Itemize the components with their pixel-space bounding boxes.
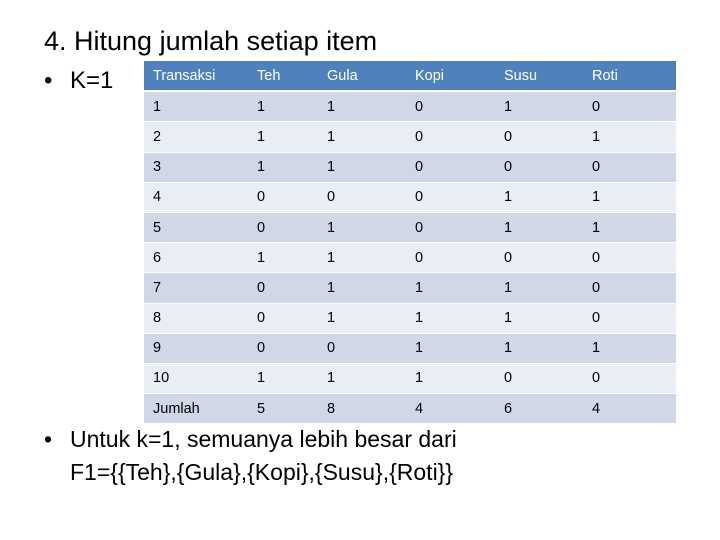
table-cell: 1 bbox=[318, 273, 406, 303]
table-cell: 0 bbox=[406, 243, 495, 273]
table-cell: 1 bbox=[318, 152, 406, 182]
table-cell: 0 bbox=[495, 363, 583, 393]
column-header: Teh bbox=[248, 61, 318, 91]
table-header-row bbox=[144, 61, 676, 91]
table-cell: 7 bbox=[144, 273, 248, 303]
slide-title: 4. Hitung jumlah setiap item bbox=[44, 26, 378, 56]
table-cell: 1 bbox=[583, 212, 676, 242]
table-cell: 0 bbox=[583, 363, 676, 393]
transaction-table bbox=[144, 61, 676, 423]
table-cell: 1 bbox=[495, 303, 583, 333]
table-total-row bbox=[144, 394, 676, 424]
table-cell: 0 bbox=[583, 152, 676, 182]
table-cell: 2 bbox=[144, 122, 248, 152]
table-cell: 0 bbox=[495, 243, 583, 273]
table-cell: 8 bbox=[318, 394, 406, 424]
table-cell: 0 bbox=[583, 273, 676, 303]
table-cell: 0 bbox=[583, 243, 676, 273]
table-cell: 5 bbox=[248, 394, 318, 424]
table-cell: 1 bbox=[495, 212, 583, 242]
table-cell: 6 bbox=[144, 243, 248, 273]
conclusion-line-1: Untuk k=1, semuanya lebih besar dari bbox=[70, 426, 457, 452]
table-cell: 0 bbox=[248, 212, 318, 242]
bullet-k-text: K=1 bbox=[70, 67, 114, 94]
table-cell: Jumlah bbox=[144, 394, 248, 424]
table-cell: 0 bbox=[406, 91, 495, 122]
table-cell: 0 bbox=[495, 122, 583, 152]
table-row bbox=[144, 243, 676, 273]
table-cell: 4 bbox=[406, 394, 495, 424]
table-row bbox=[144, 182, 676, 212]
bullet-k-value bbox=[44, 66, 113, 96]
table-cell: 9 bbox=[144, 333, 248, 363]
table-cell: 0 bbox=[248, 182, 318, 212]
table-cell: 1 bbox=[248, 152, 318, 182]
table-cell: 1 bbox=[406, 363, 495, 393]
table-cell: 4 bbox=[144, 182, 248, 212]
table-cell: 0 bbox=[406, 152, 495, 182]
table-cell: 1 bbox=[318, 91, 406, 122]
table-cell: 1 bbox=[318, 303, 406, 333]
table-row bbox=[144, 91, 676, 122]
table-cell: 0 bbox=[406, 212, 495, 242]
table-cell: 1 bbox=[248, 91, 318, 122]
table-row bbox=[144, 363, 676, 393]
table-cell: 1 bbox=[495, 333, 583, 363]
table-cell: 1 bbox=[583, 182, 676, 212]
table-cell: 1 bbox=[495, 273, 583, 303]
bullet-dot: • bbox=[44, 426, 53, 452]
table-cell: 0 bbox=[583, 303, 676, 333]
table-row bbox=[144, 122, 676, 152]
table-cell: 4 bbox=[583, 394, 676, 424]
table-cell: 1 bbox=[248, 363, 318, 393]
table-cell: 8 bbox=[144, 303, 248, 333]
table-cell: 1 bbox=[583, 122, 676, 152]
table-cell: 1 bbox=[248, 243, 318, 273]
table-cell: 1 bbox=[406, 303, 495, 333]
table-cell: 0 bbox=[318, 182, 406, 212]
conclusion-line-2: F1={{Teh},{Gula},{Kopi},{Susu},{Roti}} bbox=[70, 459, 454, 485]
table-cell: 0 bbox=[318, 333, 406, 363]
table-cell: 1 bbox=[406, 273, 495, 303]
column-header: Roti bbox=[583, 61, 676, 91]
table-row bbox=[144, 273, 676, 303]
table-cell: 3 bbox=[144, 152, 248, 182]
table-cell: 1 bbox=[318, 212, 406, 242]
table-cell: 6 bbox=[495, 394, 583, 424]
column-header: Kopi bbox=[406, 61, 495, 91]
column-header: Susu bbox=[495, 61, 583, 91]
column-header: Transaksi bbox=[144, 61, 248, 91]
table-cell: 1 bbox=[318, 363, 406, 393]
table-cell: 0 bbox=[406, 122, 495, 152]
table-cell: 0 bbox=[248, 303, 318, 333]
column-header: Gula bbox=[318, 61, 406, 91]
table-cell: 1 bbox=[406, 333, 495, 363]
table-cell: 10 bbox=[144, 363, 248, 393]
table-cell: 5 bbox=[144, 212, 248, 242]
table-cell: 0 bbox=[248, 333, 318, 363]
table-cell: 1 bbox=[583, 333, 676, 363]
table-body bbox=[144, 91, 676, 423]
table-cell: 1 bbox=[495, 182, 583, 212]
table-cell: 0 bbox=[495, 152, 583, 182]
table-row bbox=[144, 333, 676, 363]
table-cell: 1 bbox=[318, 122, 406, 152]
table-cell: 1 bbox=[318, 243, 406, 273]
table-row bbox=[144, 303, 676, 333]
table-cell: 0 bbox=[406, 182, 495, 212]
table-cell: 0 bbox=[583, 91, 676, 122]
bullet-dot: • bbox=[44, 67, 53, 94]
table-cell: 1 bbox=[495, 91, 583, 122]
table-cell: 1 bbox=[144, 91, 248, 122]
table-cell: 1 bbox=[248, 122, 318, 152]
table-row bbox=[144, 152, 676, 182]
table-row bbox=[144, 212, 676, 242]
conclusion-bullet bbox=[44, 423, 457, 489]
table-cell: 0 bbox=[248, 273, 318, 303]
